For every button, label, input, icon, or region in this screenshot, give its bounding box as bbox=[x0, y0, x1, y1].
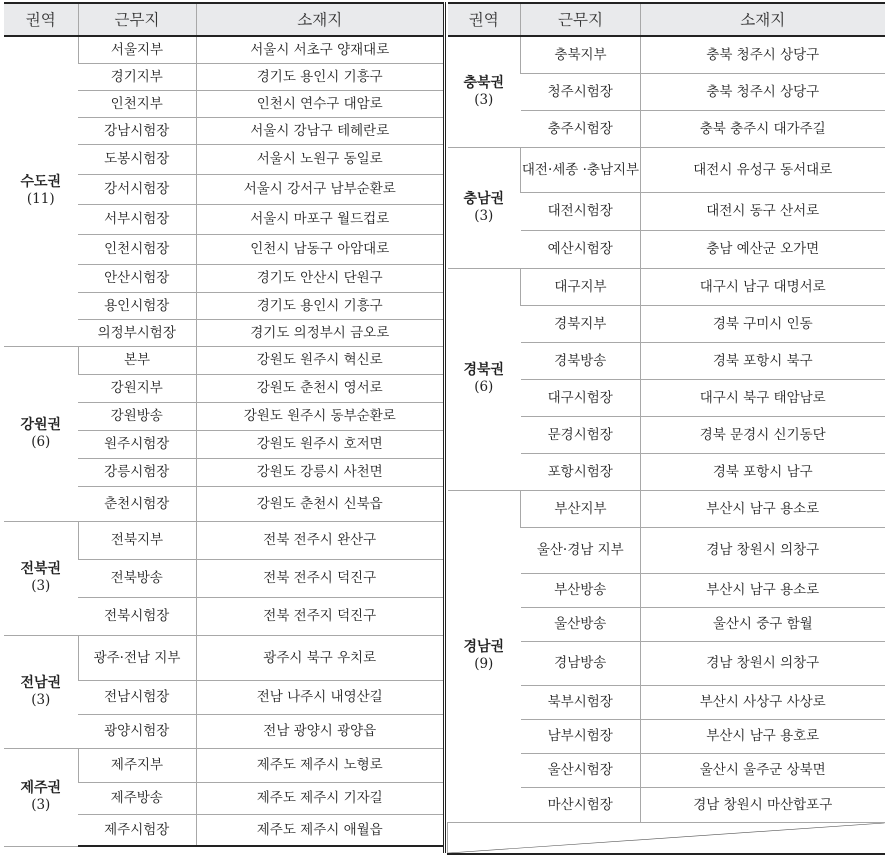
address-cell: 강원도 원주시 호저면 bbox=[196, 430, 443, 458]
address-cell: 전남 광양시 광양읍 bbox=[196, 714, 443, 748]
region-cell bbox=[448, 36, 521, 147]
address-cell: 인천시 연수구 대암로 bbox=[196, 90, 443, 117]
address-cell: 경남 창원시 의창구 bbox=[641, 641, 885, 685]
address-cell: 부산시 사상구 사상로 bbox=[641, 685, 885, 719]
office-cell: 강원지부 bbox=[78, 374, 196, 402]
empty-cell bbox=[448, 822, 885, 854]
address-cell: 경북 문경시 신기동단 bbox=[641, 416, 885, 453]
left-location-table bbox=[4, 2, 443, 847]
region-cell bbox=[448, 490, 521, 822]
office-cell: 경기지부 bbox=[78, 63, 196, 90]
office-cell: 울산방송 bbox=[521, 607, 641, 641]
address-cell: 서울시 마포구 월드컵로 bbox=[196, 204, 443, 234]
address-cell: 울산시 울주군 상북면 bbox=[641, 753, 885, 787]
office-cell: 도봉시험장 bbox=[78, 144, 196, 174]
address-cell: 경남 창원시 마산합포구 bbox=[641, 787, 885, 822]
region-count: (3) bbox=[31, 797, 51, 813]
office-cell: 광양시험장 bbox=[78, 714, 196, 748]
table-divider bbox=[443, 2, 446, 853]
region-count: (9) bbox=[474, 656, 494, 672]
office-cell: 대전시험장 bbox=[521, 192, 641, 230]
address-cell: 강원도 강릉시 사천면 bbox=[196, 458, 443, 486]
office-cell: 남부시험장 bbox=[521, 719, 641, 753]
address-cell: 대전시 유성구 동서대로 bbox=[641, 147, 885, 192]
office-cell: 인천지부 bbox=[78, 90, 196, 117]
address-cell: 강원도 춘천시 신북읍 bbox=[196, 486, 443, 521]
address-cell: 서울시 강남구 테헤란로 bbox=[196, 117, 443, 144]
office-cell: 서울지부 bbox=[78, 36, 196, 63]
office-cell: 예산시험장 bbox=[521, 230, 641, 268]
address-cell: 서울시 서초구 양재대로 bbox=[196, 36, 443, 63]
region-name: 전남권 bbox=[20, 674, 62, 691]
office-cell: 포항시험장 bbox=[521, 453, 641, 490]
address-cell: 경북 포항시 남구 bbox=[641, 453, 885, 490]
address-cell: 부산시 남구 용호로 bbox=[641, 719, 885, 753]
office-cell: 경남방송 bbox=[521, 641, 641, 685]
office-cell: 원주시험장 bbox=[78, 430, 196, 458]
empty-row bbox=[448, 822, 885, 854]
office-cell: 부산지부 bbox=[521, 490, 641, 527]
office-cell: 인천시험장 bbox=[78, 234, 196, 264]
region-cell bbox=[448, 147, 521, 268]
address-cell: 제주도 제주시 노형로 bbox=[196, 748, 443, 782]
table-row bbox=[448, 490, 885, 527]
region-name: 충북권 bbox=[463, 74, 505, 91]
region-cell bbox=[4, 346, 78, 521]
office-cell: 강서시험장 bbox=[78, 174, 196, 204]
office-cell: 용인시험장 bbox=[78, 292, 196, 319]
office-cell: 경북방송 bbox=[521, 342, 641, 379]
header-office: 근무지 bbox=[78, 3, 196, 36]
address-cell: 경기도 안산시 단원구 bbox=[196, 264, 443, 292]
office-cell: 부산방송 bbox=[521, 573, 641, 607]
address-cell: 충북 충주시 대가주길 bbox=[641, 110, 885, 147]
region-count: (6) bbox=[31, 433, 51, 450]
address-cell: 경북 구미시 인동 bbox=[641, 305, 885, 342]
office-cell: 제주방송 bbox=[78, 782, 196, 814]
office-cell: 전북시험장 bbox=[78, 597, 196, 635]
table-row bbox=[448, 268, 885, 305]
table-row bbox=[4, 521, 443, 559]
address-cell: 서울시 노원구 동일로 bbox=[196, 144, 443, 174]
region-cell bbox=[448, 268, 521, 490]
region-count: (3) bbox=[474, 207, 494, 224]
region-count: (6) bbox=[474, 379, 494, 395]
address-cell: 대구시 북구 태암남로 bbox=[641, 379, 885, 416]
address-cell: 대전시 동구 산서로 bbox=[641, 192, 885, 230]
header-address: 소재지 bbox=[196, 3, 443, 36]
address-cell: 인천시 남동구 아암대로 bbox=[196, 234, 443, 264]
address-cell: 전북 전주지 덕진구 bbox=[196, 597, 443, 635]
region-count: (3) bbox=[31, 578, 51, 594]
address-cell: 경기도 의정부시 금오로 bbox=[196, 319, 443, 346]
region-count: (3) bbox=[474, 91, 494, 108]
table-row bbox=[4, 635, 443, 680]
office-cell: 강릉시험장 bbox=[78, 458, 196, 486]
address-cell: 서울시 강서구 남부순환로 bbox=[196, 174, 443, 204]
address-cell: 경기도 용인시 기흥구 bbox=[196, 292, 443, 319]
office-cell: 서부시험장 bbox=[78, 204, 196, 234]
region-name: 경북권 bbox=[463, 362, 505, 378]
address-cell: 부산시 남구 용소로 bbox=[641, 490, 885, 527]
office-cell: 울산·경남 지부 bbox=[521, 527, 641, 573]
address-cell: 경남 창원시 의창구 bbox=[641, 527, 885, 573]
office-cell: 제주지부 bbox=[78, 748, 196, 782]
office-cell: 강남시험장 bbox=[78, 117, 196, 144]
diagonal-line bbox=[448, 823, 885, 853]
region-name: 수도권 bbox=[20, 174, 62, 191]
address-cell: 대구시 남구 대명서로 bbox=[641, 268, 885, 305]
region-cell bbox=[4, 635, 78, 748]
office-cell: 강원방송 bbox=[78, 402, 196, 430]
address-cell: 충북 청주시 상당구 bbox=[641, 36, 885, 73]
table-row bbox=[448, 147, 885, 192]
office-cell: 전북방송 bbox=[78, 559, 196, 597]
office-cell: 문경시험장 bbox=[521, 416, 641, 453]
address-cell: 전남 나주시 내영산길 bbox=[196, 680, 443, 714]
address-cell: 제주도 제주시 애월읍 bbox=[196, 814, 443, 846]
office-cell: 마산시험장 bbox=[521, 787, 641, 822]
address-cell: 광주시 북구 우치로 bbox=[196, 635, 443, 680]
region-name: 강원권 bbox=[20, 416, 62, 433]
office-cell: 경북지부 bbox=[521, 305, 641, 342]
address-cell: 경기도 용인시 기흥구 bbox=[196, 63, 443, 90]
office-cell: 대전·세종 ·충남지부 bbox=[521, 147, 641, 192]
table-row bbox=[448, 36, 885, 73]
region-cell bbox=[4, 748, 78, 846]
office-cell: 춘천시험장 bbox=[78, 486, 196, 521]
header-address: 소재지 bbox=[641, 3, 885, 36]
office-cell: 충주시험장 bbox=[521, 110, 641, 147]
address-cell: 충남 예산군 오가면 bbox=[641, 230, 885, 268]
office-cell: 전북지부 bbox=[78, 521, 196, 559]
right-location-table bbox=[447, 2, 885, 855]
header-region: 권역 bbox=[448, 3, 521, 36]
region-name: 충남권 bbox=[463, 190, 505, 207]
table-row bbox=[4, 36, 443, 63]
region-name: 제주권 bbox=[20, 780, 62, 796]
region-count: (11) bbox=[26, 191, 55, 208]
region-count: (3) bbox=[31, 691, 51, 708]
address-cell: 울산시 중구 함월 bbox=[641, 607, 885, 641]
region-name: 전북권 bbox=[20, 561, 62, 577]
address-cell: 부산시 남구 용소로 bbox=[641, 573, 885, 607]
office-cell: 전남시험장 bbox=[78, 680, 196, 714]
address-cell: 제주도 제주시 기자길 bbox=[196, 782, 443, 814]
table-row bbox=[4, 748, 443, 782]
address-cell: 전북 전주시 덕진구 bbox=[196, 559, 443, 597]
office-cell: 북부시험장 bbox=[521, 685, 641, 719]
region-cell bbox=[4, 521, 78, 635]
address-cell: 강원도 원주시 동부순환로 bbox=[196, 402, 443, 430]
office-cell: 광주·전남 지부 bbox=[78, 635, 196, 680]
header-region: 권역 bbox=[4, 3, 78, 36]
address-cell: 전북 전주시 완산구 bbox=[196, 521, 443, 559]
office-cell: 울산시험장 bbox=[521, 753, 641, 787]
table-row bbox=[4, 346, 443, 374]
region-name: 경남권 bbox=[463, 639, 505, 655]
address-cell: 경북 포항시 북구 bbox=[641, 342, 885, 379]
office-cell: 청주시험장 bbox=[521, 73, 641, 110]
address-cell: 강원도 원주시 혁신로 bbox=[196, 346, 443, 374]
office-cell: 안산시험장 bbox=[78, 264, 196, 292]
office-cell: 대구지부 bbox=[521, 268, 641, 305]
office-cell: 제주시험장 bbox=[78, 814, 196, 846]
region-cell bbox=[4, 36, 78, 346]
office-cell: 의정부시험장 bbox=[78, 319, 196, 346]
office-cell: 충북지부 bbox=[521, 36, 641, 73]
header-office: 근무지 bbox=[521, 3, 641, 36]
address-cell: 충북 청주시 상당구 bbox=[641, 73, 885, 110]
address-cell: 강원도 춘천시 영서로 bbox=[196, 374, 443, 402]
office-cell: 대구시험장 bbox=[521, 379, 641, 416]
office-cell: 본부 bbox=[78, 346, 196, 374]
